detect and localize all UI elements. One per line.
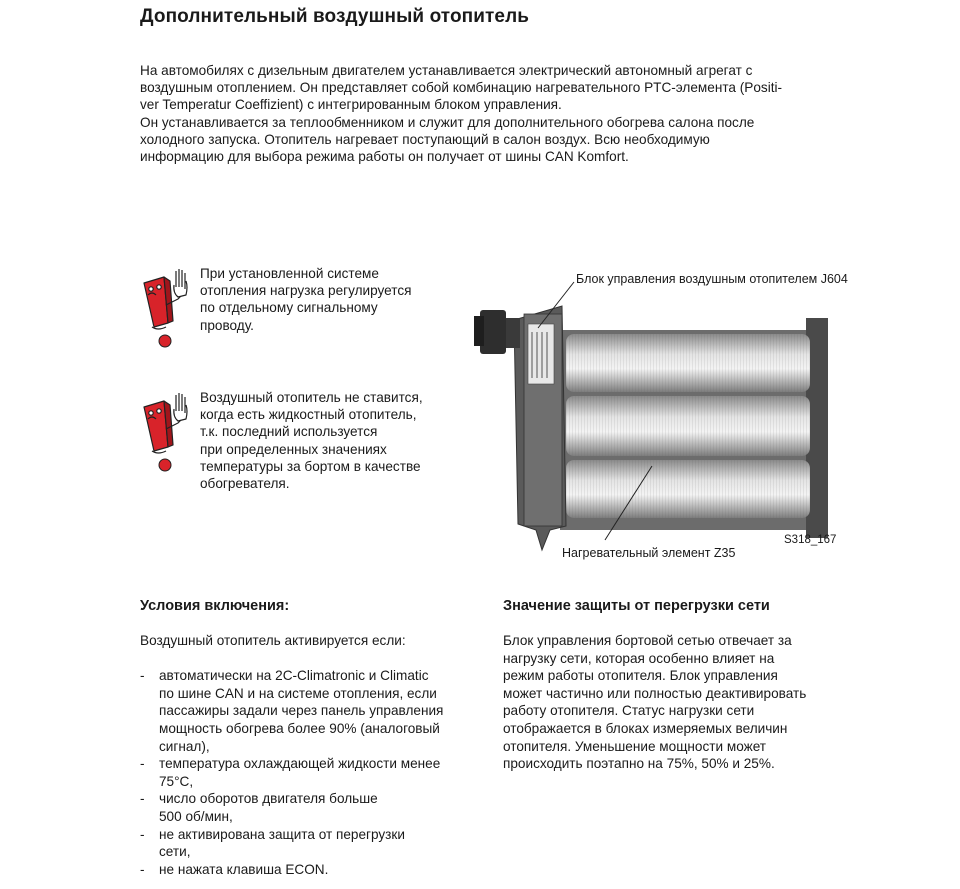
list-item-line: 500 об/мин,: [159, 808, 233, 824]
list-item: [140, 826, 480, 861]
overload-line: происходить поэтапно на 75%, 50% и 25%.: [503, 756, 775, 772]
conditions-title: Условия включения:: [140, 598, 290, 614]
list-item: [140, 667, 480, 755]
intro-paragraph: [140, 62, 840, 165]
overload-line: отопителя. Уменьшение мощности может: [503, 738, 767, 754]
list-item-line: - автоматически на 2C-Climatronic и Climatic: [159, 668, 429, 684]
overload-line: Блок управления бортовой сетью отвечает за: [503, 633, 792, 648]
list-item-line: 75°C,: [159, 773, 194, 789]
note-text: [200, 389, 450, 492]
list-item-line: пассажиры задали через панель управления: [159, 703, 444, 719]
list-item: [140, 755, 480, 790]
conditions-section: [140, 632, 480, 878]
air-heater-illustration: [470, 268, 910, 568]
note-line: проводу.: [200, 317, 254, 333]
note-line: по отдельному сигнальному: [200, 300, 378, 316]
list-item-line: сети,: [159, 844, 191, 860]
list-item: [140, 861, 480, 879]
note-line: обогревателя.: [200, 476, 290, 492]
list-item-line: сигнал),: [159, 738, 210, 754]
note-line: т.к. последний используется: [200, 424, 378, 440]
note-line: температуры за бортом в качестве: [200, 458, 421, 474]
note-line: когда есть жидкостный отопитель,: [200, 407, 417, 423]
conditions-lead: Воздушный отопитель активируется если:: [140, 633, 406, 648]
note-liquid-heater: [138, 389, 458, 499]
control-unit-label: Блок управления воздушным отопителем J604: [576, 272, 848, 286]
conditions-list: [140, 667, 480, 878]
note-line: при определенных значениях: [200, 441, 387, 457]
heater-figure: [470, 268, 910, 568]
list-item-line: - температура охлаждающей жидкости менее: [159, 756, 441, 772]
overload-line: может частично или полностью деактивировать: [503, 685, 807, 701]
heating-element-label: Нагревательный элемент Z35: [562, 546, 736, 560]
intro-line: ver Temperatur Coeffizient) с интегрированным блоком управления.: [140, 97, 562, 113]
intro-line: Он устанавливается за теплообменником и служит для дополнительного обогрева салона после: [140, 114, 755, 130]
figure-code: S318_167: [784, 534, 837, 546]
overload-line: нагрузку сети, которая особенно влияет на: [503, 650, 775, 666]
list-item-line: по шине CAN и на системе отопления, если: [159, 685, 437, 701]
list-item-line: - число оборотов двигателя больше: [159, 791, 378, 807]
note-load-regulation: [138, 265, 458, 355]
page-title: Дополнительный воздушный отопитель: [140, 6, 530, 27]
overload-line: отображается в блоках измеряемых величин: [503, 720, 788, 736]
note-line: Воздушный отопитель не ставится,: [200, 390, 423, 405]
intro-line: воздушным отоплением. Он представляет собой комбинацию нагревательного PTC-элемента (Positi-: [140, 80, 783, 96]
overload-title: Значение защиты от перегрузки сети: [503, 598, 770, 614]
list-item-line: мощность обогрева более 90% (аналоговый: [159, 720, 440, 736]
warning-exclamation-hand-icon: [138, 389, 192, 473]
intro-line: На автомобилях с дизельным двигателем устанавливается электрический автономный агрегат с: [140, 63, 753, 78]
list-item-line: - не активирована защита от перегрузки: [159, 826, 405, 842]
note-line: При установленной системе: [200, 266, 379, 281]
intro-line: холодного запуска. Отопитель нагревает поступающий в салон воздух. Всю необходимую: [140, 131, 710, 147]
list-item: [140, 790, 480, 825]
list-item-line: - не нажата клавиша ECON.: [159, 861, 329, 877]
overload-section: [503, 632, 843, 773]
note-text: [200, 265, 450, 334]
overload-line: работу отопителя. Статус нагрузки сети: [503, 703, 755, 719]
warning-exclamation-hand-icon: [138, 265, 192, 349]
intro-line: информацию для выбора режима работы он получает от шины CAN Komfort.: [140, 149, 629, 165]
note-line: отопления нагрузка регулируется: [200, 283, 412, 299]
overload-line: режим работы отопителя. Блок управления: [503, 668, 778, 684]
